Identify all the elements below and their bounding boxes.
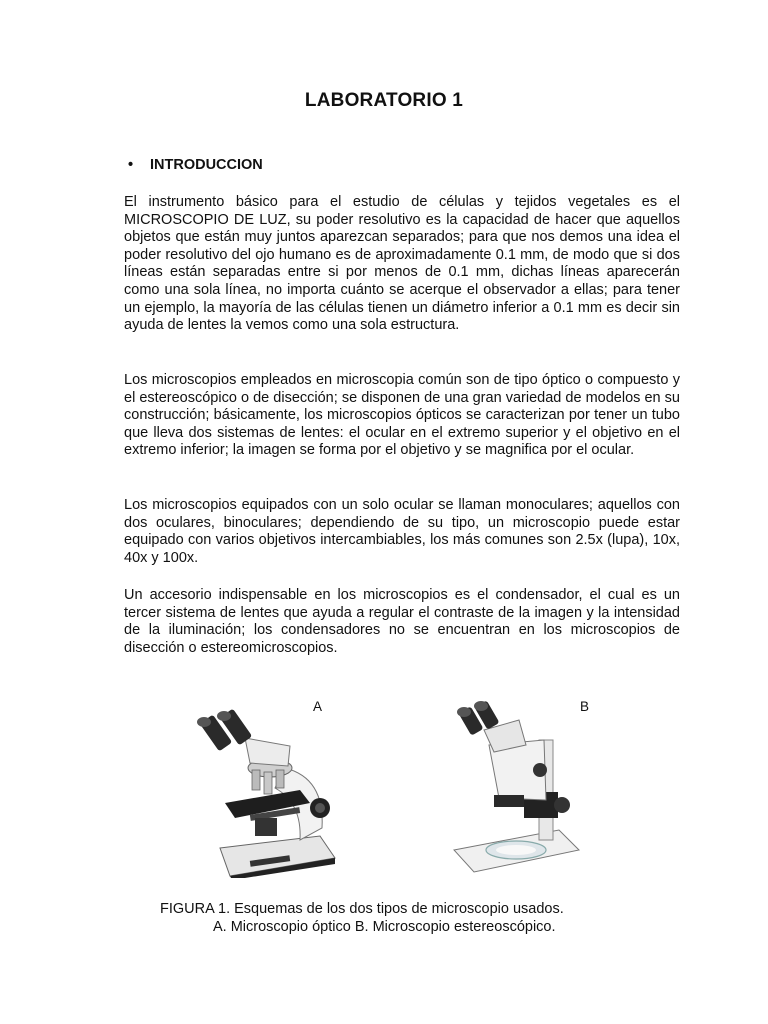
paragraph-condensador: Un accesorio indispensable en los microscopios es el condensador, el cual es un tercer sistema de lentes que ayuda a regular el contraste de la imagen y la intensidad de la iluminación; los condensadores no se encuentran en los microscopios de disección o estereomicroscopios. [124,587,680,656]
bullet-icon: • [128,157,134,173]
figure-label-a: A [313,699,323,714]
compound-microscope-drawing [197,708,335,878]
figure-caption-line-2: A. Microscopio óptico B. Microscopio estereoscópico. [213,919,556,935]
page-title: LABORATORIO 1 [304,90,464,111]
compound-microscope-image [190,708,340,878]
paragraph-tipos-de-microscopios: Los microscopios empleados en microscopia común son de tipo óptico o compuesto y el estereoscópico o de disección; se disponen de una gran variedad de modelos en su construcción; básicamente, los microscopios ópticos se caracterizan por tener un tubo que lleva dos sistemas de lentes: el ocular en el extremo superior y el objetivo en el extremo inferior; la imagen se forma por el objetivo y se magnifica por el ocular. [124,372,680,459]
section-heading [128,157,263,173]
paragraph-oculares-objetivos: Los microscopios equipados con un solo ocular se llaman monoculares; aquellos con dos oculares, binoculares; dependiendo de su tipo, un microscopio puede estar equipado con varios objetivos intercambiables, los más comunes son 2.5x (lupa), 10x, 40x y 100x. [124,497,680,566]
stereo-microscope-drawing [454,700,579,872]
stereo-microscope-image [444,700,584,878]
paragraph-microscopio-de-luz: El instrumento básico para el estudio de células y tejidos vegetales es el MICROSCOPIO DE LUZ, su poder resolutivo es la capacidad de hacer que aquellos objetos que están muy juntos aparezcan separados; para que nos demos una idea el poder resolutivo del ojo humano es de aproximadamente 0.1 mm, de modo que si dos líneas están separadas entre si por menos de 0.1 mm, dichas líneas aparecerán como una sola línea, no importa cuánto se acerque el observador a ellas; para tener un ejemplo, la mayoría de las células tienen un diámetro inferior a 0.1 mm es decir sin ayuda de lentes la vemos como una sola estructura. [124,194,680,334]
section-heading-text: INTRODUCCION [150,157,263,173]
figure-caption-line-1: FIGURA 1. Esquemas de los dos tipos de microscopio usados. [160,901,564,917]
figure-label-b: B [580,699,590,714]
